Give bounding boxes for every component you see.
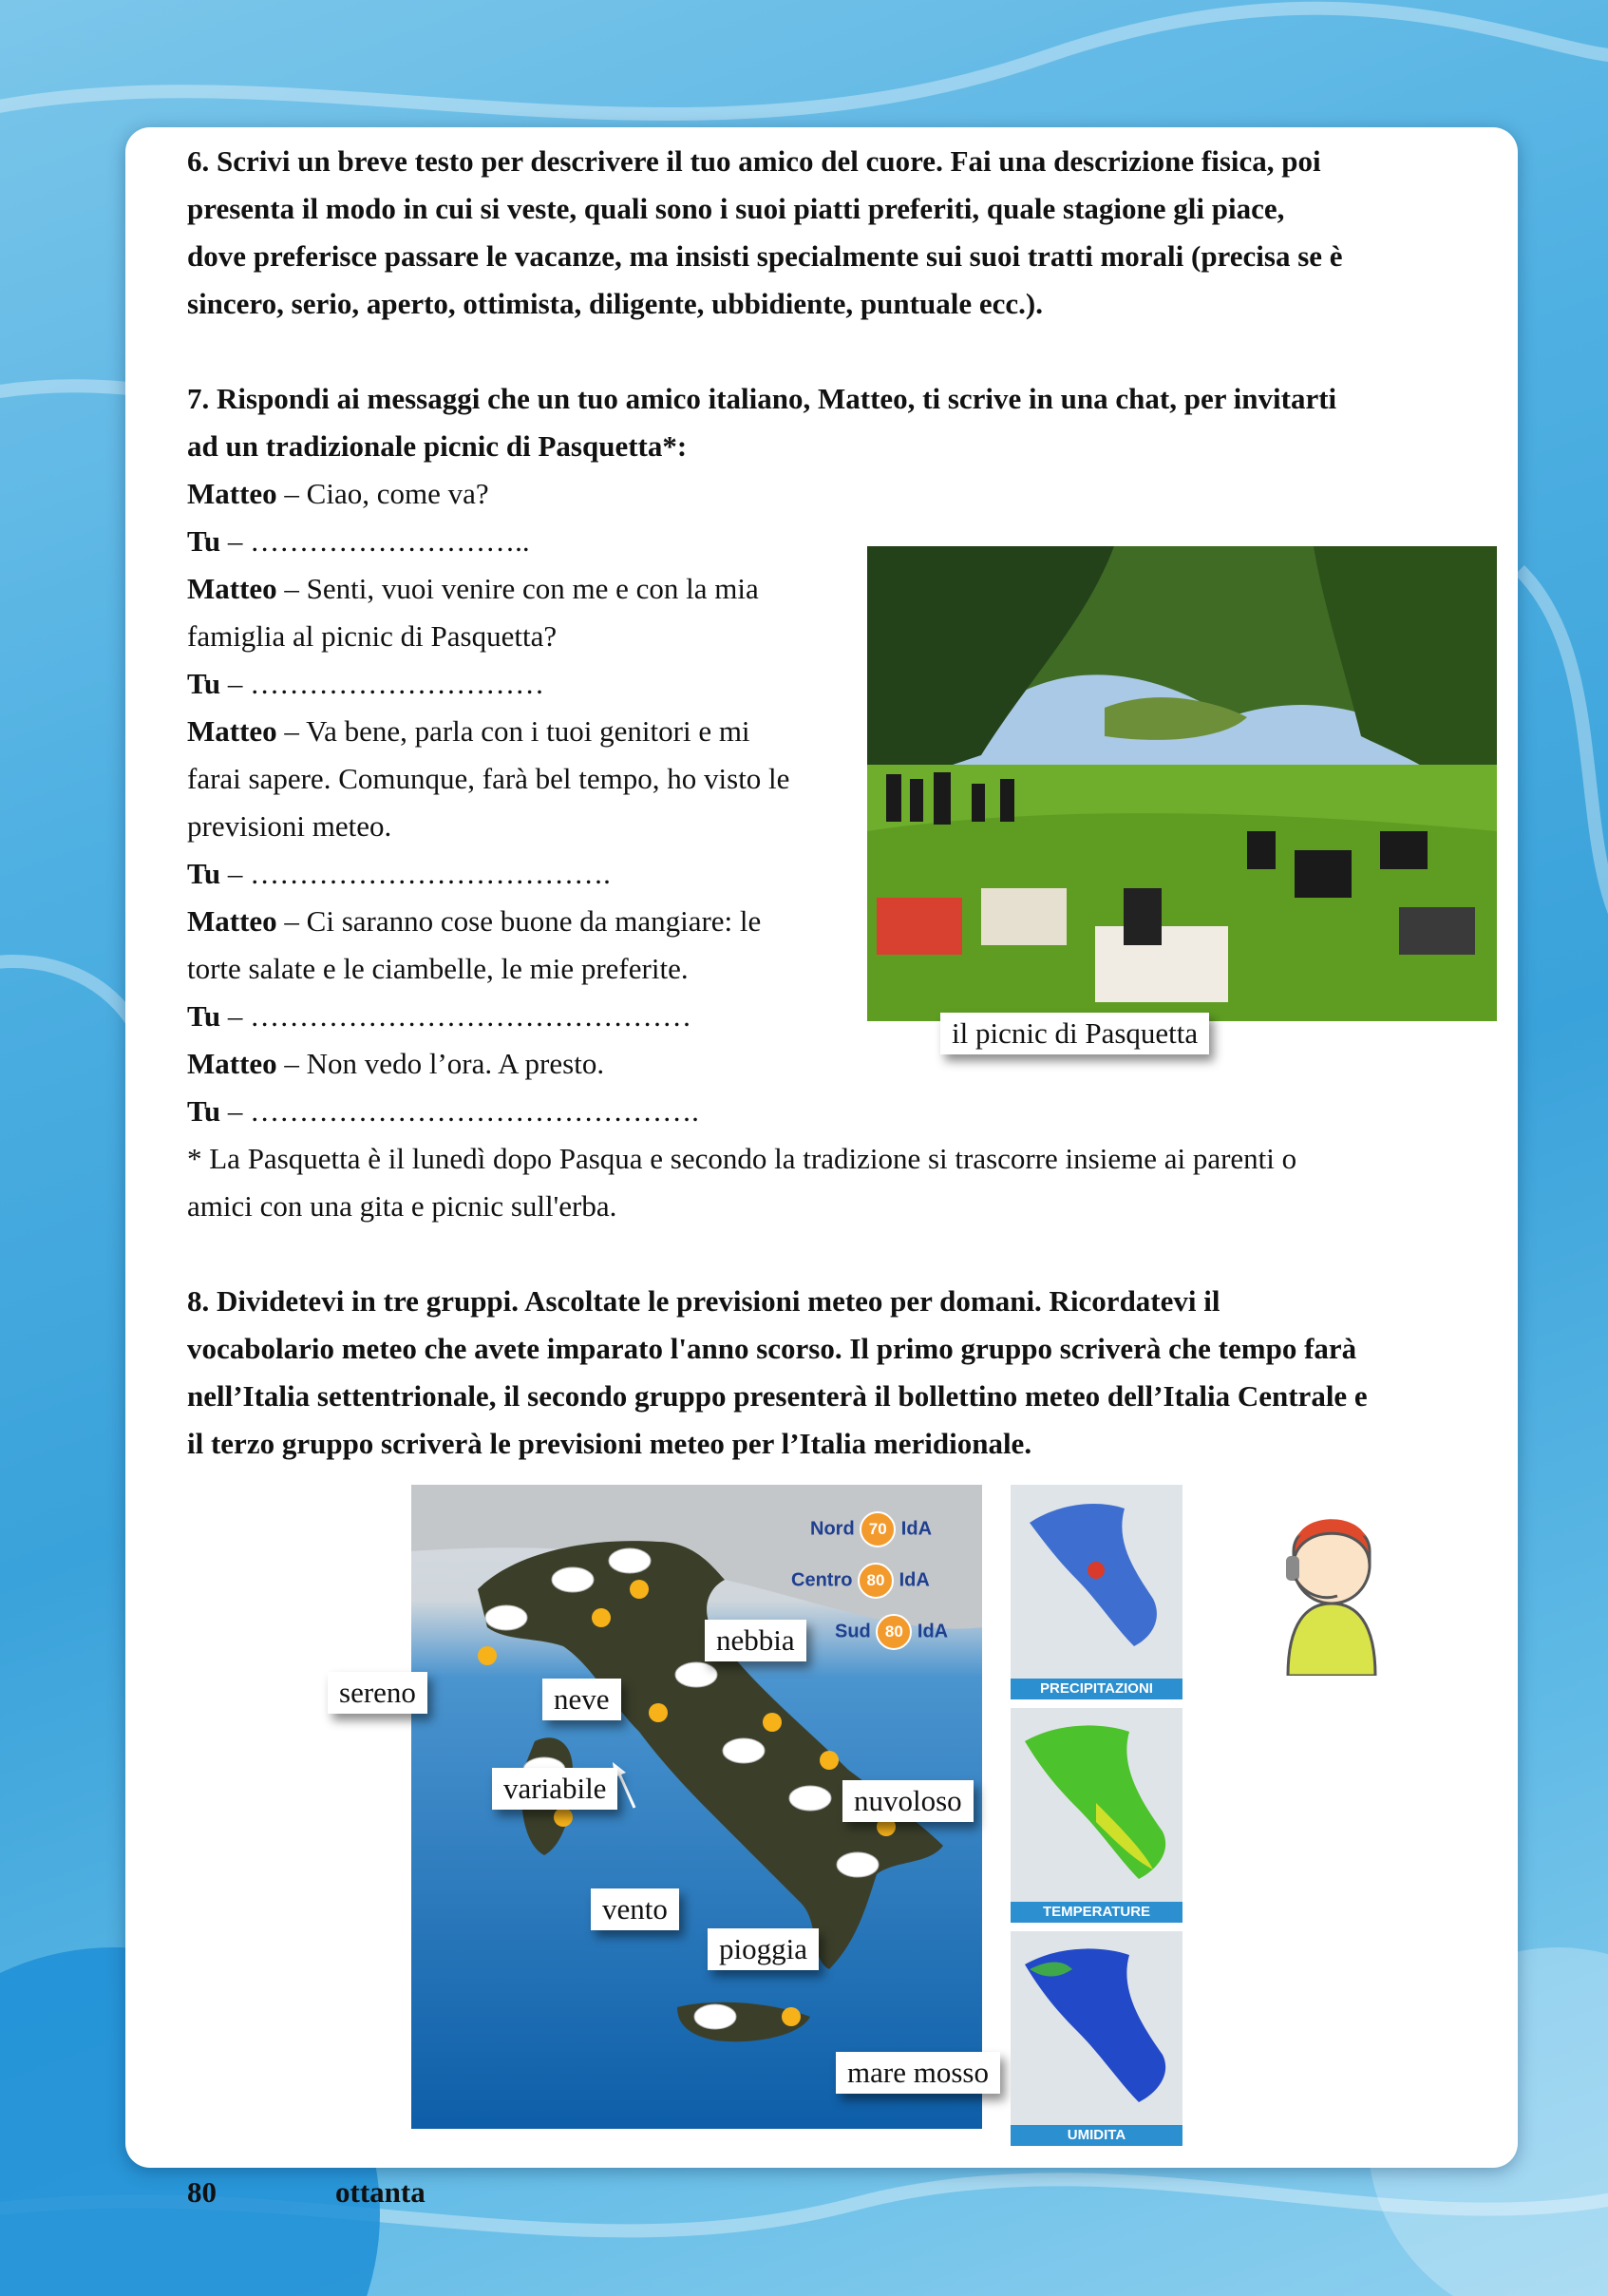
dialogue-line: famiglia al picnic di Pasquetta? xyxy=(187,619,558,653)
humidity-caption: UMIDITA xyxy=(1011,2125,1182,2146)
page-word: ottanta xyxy=(335,2175,426,2209)
precipitation-map xyxy=(1011,1485,1182,1699)
ex7-line-2: ad un tradizionale picnic di Pasquetta*: xyxy=(187,429,688,463)
label-nuvoloso: nuvoloso xyxy=(842,1780,974,1822)
dialogue-line: Matteo – Ciao, come va? xyxy=(187,477,489,510)
dialogue-line: farai sapere. Comunque, farà bel tempo, ho visto le xyxy=(187,762,790,795)
footnote-line-1: * La Pasquetta è il lunedì dopo Pasqua e secondo la tradizione si trascorre insieme ai parenti o xyxy=(187,1142,1297,1175)
dialogue-line: Matteo – Ci saranno cose buone da mangiare: le xyxy=(187,904,762,938)
ex6-line-3: dove preferisce passare le vacanze, ma insisti specialmente sui suoi tratti morali (precisa se è xyxy=(187,239,1343,273)
dialogue-line: Tu – ………………………… xyxy=(187,667,545,700)
dialogue-line: torte salate e le ciambelle, le mie preferite. xyxy=(187,952,689,985)
dialogue-line: Tu – ………………………………. xyxy=(187,857,611,890)
label-mare-mosso: mare mosso xyxy=(836,2052,1000,2094)
headset-operator-icon xyxy=(1278,1499,1385,1676)
temperature-map xyxy=(1011,1708,1182,1923)
label-neve: neve xyxy=(542,1679,621,1720)
dialogue-line: Matteo – Non vedo l’ora. A presto. xyxy=(187,1047,605,1080)
humidity-map xyxy=(1011,1931,1182,2146)
temperature-caption: TEMPERATURE xyxy=(1011,1902,1182,1923)
ex8-line-3: nell’Italia settentrionale, il secondo gruppo presenterà il bollettino meteo dell’Italia Centrale e xyxy=(187,1379,1368,1413)
label-nebbia: nebbia xyxy=(705,1620,806,1661)
dialogue-line: previsioni meteo. xyxy=(187,809,392,843)
photo-caption: il picnic di Pasquetta xyxy=(940,1013,1209,1054)
dialogue-line: Matteo – Va bene, parla con i tuoi genitori e mi xyxy=(187,714,750,748)
dialogue-line: Tu – ……………………………………… xyxy=(187,999,692,1033)
ex6-line-2: presenta il modo in cui si veste, quali sono i suoi piatti preferiti, quale stagione gli piace, xyxy=(187,192,1285,225)
label-vento: vento xyxy=(591,1888,679,1930)
label-pioggia: pioggia xyxy=(708,1928,819,1970)
ex6-line-4: sincero, serio, aperto, ottimista, diligente, ubbidiente, puntuale ecc.). xyxy=(187,287,1043,320)
ex7-line-1: 7. Rispondi ai messaggi che un tuo amico italiano, Matteo, ti scrive in una chat, per invitarti xyxy=(187,382,1337,415)
index-sud: Sud 80 IdA xyxy=(835,1614,948,1650)
dialogue-line: Matteo – Senti, vuoi venire con me e con la mia xyxy=(187,572,759,605)
label-variabile: variabile xyxy=(492,1768,617,1810)
label-sereno: sereno xyxy=(328,1672,427,1714)
page-number: 80 xyxy=(187,2175,217,2209)
index-centro: Centro 80 IdA xyxy=(791,1563,930,1599)
dialogue-line: Tu – ………………………………………. xyxy=(187,1094,699,1128)
ex8-line-4: il terzo gruppo scriverà le previsioni meteo per l’Italia meridionale. xyxy=(187,1427,1032,1460)
precipitation-caption: PRECIPITAZIONI xyxy=(1011,1679,1182,1699)
footnote-line-2: amici con una gita e picnic sull'erba. xyxy=(187,1189,617,1223)
ex6-line-1: 6. Scrivi un breve testo per descrivere il tuo amico del cuore. Fai una descrizione fisica, poi xyxy=(187,144,1321,178)
picnic-photo xyxy=(867,546,1497,1021)
dialogue-line: Tu – ……………………….. xyxy=(187,524,530,558)
index-nord: Nord 70 IdA xyxy=(810,1511,932,1547)
ex8-line-1: 8. Dividetevi in tre gruppi. Ascoltate le previsioni meteo per domani. Ricordatevi il xyxy=(187,1284,1220,1318)
ex8-line-2: vocabolario meteo che avete imparato l'anno scorso. Il primo gruppo scriverà che tempo farà xyxy=(187,1332,1357,1365)
